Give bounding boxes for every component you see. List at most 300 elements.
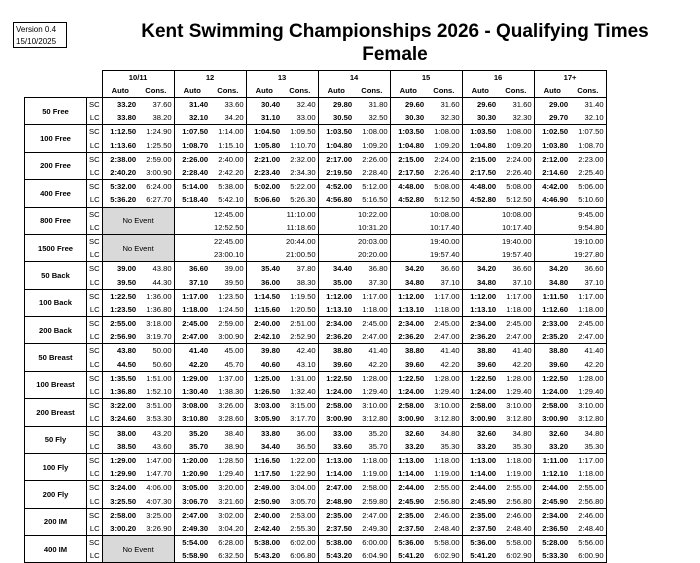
cons-time: 3:18.00: [138, 317, 174, 331]
auto-time: 34.80: [462, 275, 498, 289]
cons-time: 1:29.40: [354, 385, 390, 399]
cons-time: 2:52.90: [282, 330, 318, 344]
cons-time: 2:48.40: [498, 522, 534, 536]
auto-time: 2:37.50: [462, 522, 498, 536]
cons-time: 2:24.00: [498, 152, 534, 166]
cons-time: 34.80: [498, 426, 534, 440]
auto-time: 35.40: [246, 262, 282, 276]
table-row: [25, 180, 607, 194]
auto-time: 2:45.90: [534, 494, 570, 508]
auto-time: 2:19.50: [318, 166, 354, 180]
cons-time: 3:04.20: [210, 522, 246, 536]
auto-time: 29.70: [534, 111, 570, 125]
cons-time: 1:10.70: [282, 139, 318, 153]
auto-header: Auto: [534, 84, 570, 98]
event-name: 50 Breast: [25, 344, 87, 371]
cons-time: 2:58.00: [354, 481, 390, 495]
auto-time: 34.20: [462, 262, 498, 276]
event-name: 50 Back: [25, 262, 87, 289]
auto-time: 2:58.00: [318, 399, 354, 413]
event-name: 200 Fly: [25, 481, 87, 508]
cons-time: 35.20: [354, 426, 390, 440]
auto-time: 2:42.10: [246, 330, 282, 344]
auto-time: 3:06.70: [174, 494, 210, 508]
cons-time: 1:29.40: [570, 385, 606, 399]
cons-time: 3:15.00: [282, 399, 318, 413]
auto-time: 3:00.90: [534, 412, 570, 426]
cons-time: 1:15.10: [210, 139, 246, 153]
auto-time: 36.00: [246, 275, 282, 289]
cons-time: 1:22.00: [282, 453, 318, 467]
cons-time: 36.50: [282, 440, 318, 454]
age-group-header: 17+: [534, 71, 606, 85]
cons-time: 6:28.00: [210, 536, 246, 550]
cons-time: 3:00.90: [210, 330, 246, 344]
header-blank: [25, 84, 87, 98]
auto-time: 1:12.00: [390, 289, 426, 303]
cons-time: 5:10.60: [570, 193, 606, 207]
cons-time: 39.50: [210, 275, 246, 289]
course-type: LC: [87, 166, 103, 180]
table-row: [25, 440, 607, 454]
course-type: LC: [87, 330, 103, 344]
cons-time: 1:28.00: [570, 371, 606, 385]
cons-time: 3:12.80: [426, 412, 462, 426]
cons-time: 37.30: [354, 275, 390, 289]
cons-time: 1:19.00: [354, 467, 390, 481]
course-type: SC: [87, 426, 103, 440]
cons-time: 1:18.00: [426, 303, 462, 317]
auto-time: 2:35.00: [462, 508, 498, 522]
cons-time: 2:56.80: [426, 494, 462, 508]
cons-time: 1:07.50: [570, 125, 606, 139]
cons-time: 5:56.00: [570, 536, 606, 550]
cons-time: 1:24.50: [210, 303, 246, 317]
auto-time: [318, 221, 354, 235]
auto-time: 2:45.00: [174, 317, 210, 331]
cons-time: 2:45.00: [498, 317, 534, 331]
auto-time: 1:24.00: [390, 385, 426, 399]
course-type: LC: [87, 358, 103, 372]
cons-time: 2:34.30: [282, 166, 318, 180]
auto-header: Auto: [318, 84, 354, 98]
age-group-header: 16: [462, 71, 534, 85]
auto-time: 3:00.90: [462, 412, 498, 426]
auto-time: 38.00: [102, 426, 138, 440]
table-row: [25, 371, 607, 385]
course-type: LC: [87, 111, 103, 125]
auto-time: 2:47.00: [174, 508, 210, 522]
age-group-header: 14: [318, 71, 390, 85]
version-date: 15/10/2025: [16, 37, 57, 46]
auto-time: 2:35.00: [390, 508, 426, 522]
cons-time: 32.30: [426, 111, 462, 125]
cons-time: 37.10: [498, 275, 534, 289]
auto-time: 2:45.90: [390, 494, 426, 508]
cons-time: 34.20: [210, 111, 246, 125]
table-row: [25, 426, 607, 440]
cons-time: 38.40: [210, 426, 246, 440]
auto-time: 1:04.50: [246, 125, 282, 139]
course-type: SC: [87, 481, 103, 495]
cons-time: 2:45.00: [570, 317, 606, 331]
auto-time: 1:12.00: [318, 289, 354, 303]
cons-time: 1:09.20: [426, 139, 462, 153]
auto-time: 1:13.10: [318, 303, 354, 317]
auto-time: [390, 234, 426, 248]
cons-time: 2:47.00: [354, 508, 390, 522]
event-name: 1500 Free: [25, 234, 87, 261]
auto-time: 2:45.90: [462, 494, 498, 508]
table-row: [25, 508, 607, 522]
course-type: SC: [87, 152, 103, 166]
cons-time: 2:47.00: [354, 330, 390, 344]
no-event-cell: No Event: [102, 207, 174, 234]
cons-time: 2:55.00: [570, 481, 606, 495]
auto-time: 1:35.50: [102, 371, 138, 385]
cons-time: 2:46.00: [498, 508, 534, 522]
auto-time: 2:55.00: [102, 317, 138, 331]
cons-time: 20:44.00: [282, 234, 318, 248]
cons-time: 42.20: [570, 358, 606, 372]
course-type: LC: [87, 139, 103, 153]
auto-time: [318, 207, 354, 221]
cons-time: 2:28.40: [354, 166, 390, 180]
cons-time: 41.40: [354, 344, 390, 358]
auto-time: 2:44.00: [462, 481, 498, 495]
auto-time: 4:56.80: [318, 193, 354, 207]
cons-time: 1:17.00: [570, 453, 606, 467]
auto-time: [246, 207, 282, 221]
auto-time: 1:07.50: [174, 125, 210, 139]
cons-time: 2:55.30: [282, 522, 318, 536]
auto-time: 1:14.50: [246, 289, 282, 303]
auto-time: 1:13.10: [462, 303, 498, 317]
cons-time: 2:47.00: [570, 330, 606, 344]
no-event-cell: No Event: [102, 536, 174, 563]
auto-time: 1:12.10: [534, 467, 570, 481]
auto-time: 1:22.50: [102, 289, 138, 303]
cons-time: 2:47.00: [498, 330, 534, 344]
cons-time: 1:17.00: [498, 289, 534, 303]
cons-time: 42.20: [498, 358, 534, 372]
cons-time: 1:08.00: [354, 125, 390, 139]
cons-time: 2:40.00: [210, 152, 246, 166]
auto-time: 5:28.00: [534, 536, 570, 550]
auto-time: 31.40: [174, 98, 210, 112]
age-group-header: 13: [246, 71, 318, 85]
auto-time: 2:33.00: [534, 317, 570, 331]
qualifying-times-table: [24, 70, 607, 563]
cons-header: Cons.: [282, 84, 318, 98]
auto-time: 2:21.00: [246, 152, 282, 166]
auto-time: 3:00.20: [102, 522, 138, 536]
cons-time: 50.60: [138, 358, 174, 372]
age-group-header: 15: [390, 71, 462, 85]
auto-time: 2:58.00: [102, 508, 138, 522]
course-type: LC: [87, 522, 103, 536]
cons-time: 19:57.40: [426, 248, 462, 262]
auto-time: 2:36.20: [390, 330, 426, 344]
cons-time: 4:06.00: [138, 481, 174, 495]
auto-time: 2:36.50: [534, 522, 570, 536]
cons-time: 19:40.00: [498, 234, 534, 248]
auto-time: 2:44.00: [390, 481, 426, 495]
event-name: 100 Back: [25, 289, 87, 316]
auto-time: 4:52.80: [462, 193, 498, 207]
cons-time: 1:29.40: [498, 385, 534, 399]
auto-time: 41.40: [174, 344, 210, 358]
cons-time: 2:32.00: [282, 152, 318, 166]
cons-time: 19:27.80: [570, 248, 606, 262]
auto-time: 2:34.00: [390, 317, 426, 331]
auto-time: 1:20.90: [174, 467, 210, 481]
auto-time: 32.60: [390, 426, 426, 440]
cons-time: 5:16.50: [354, 193, 390, 207]
auto-time: 1:04.80: [318, 139, 354, 153]
cons-header: Cons.: [570, 84, 606, 98]
cons-time: 5:12.50: [426, 193, 462, 207]
auto-time: 2:37.50: [318, 522, 354, 536]
cons-time: 3:25.00: [138, 508, 174, 522]
auto-header: Auto: [174, 84, 210, 98]
auto-time: 40.60: [246, 358, 282, 372]
title-line-1: Kent Swimming Championships 2026 - Qualifying Times: [141, 21, 649, 42]
table-row: [25, 207, 607, 221]
auto-time: 1:14.00: [462, 467, 498, 481]
auto-time: 35.70: [174, 440, 210, 454]
cons-time: 3:26.00: [210, 399, 246, 413]
auto-time: 1:13.60: [102, 139, 138, 153]
auto-time: 1:12.00: [462, 289, 498, 303]
auto-time: 3:00.90: [318, 412, 354, 426]
cons-time: 1:19.00: [426, 467, 462, 481]
cons-header: Cons.: [426, 84, 462, 98]
auto-time: [534, 248, 570, 262]
auto-time: 1:24.00: [318, 385, 354, 399]
auto-time: 4:52.80: [390, 193, 426, 207]
event-name: 400 IM: [25, 536, 87, 563]
auto-time: 29.80: [318, 98, 354, 112]
age-group-header: 12: [174, 71, 246, 85]
auto-time: 43.80: [102, 344, 138, 358]
table-row: [25, 317, 607, 331]
auto-time: 1:13.00: [318, 453, 354, 467]
table-row: [25, 412, 607, 426]
auto-time: 32.60: [462, 426, 498, 440]
auto-time: 2:26.00: [174, 152, 210, 166]
cons-time: 35.30: [498, 440, 534, 454]
cons-time: 1:31.00: [282, 371, 318, 385]
auto-time: 1:14.00: [318, 467, 354, 481]
cons-time: 3:10.00: [426, 399, 462, 413]
event-name: 200 Free: [25, 152, 87, 179]
table-row: [25, 289, 607, 303]
cons-time: 2:56.80: [570, 494, 606, 508]
cons-time: 37.60: [138, 98, 174, 112]
auto-time: 38.50: [102, 440, 138, 454]
course-type: SC: [87, 180, 103, 194]
auto-time: 39.50: [102, 275, 138, 289]
event-name: 50 Fly: [25, 426, 87, 453]
cons-time: 11:10.00: [282, 207, 318, 221]
auto-time: 1:13.00: [462, 453, 498, 467]
cons-time: 36.60: [426, 262, 462, 276]
auto-time: [174, 221, 210, 235]
auto-time: 1:11.00: [534, 453, 570, 467]
cons-time: 1:18.00: [426, 453, 462, 467]
auto-time: 3:25.50: [102, 494, 138, 508]
course-type: LC: [87, 303, 103, 317]
cons-time: 5:06.00: [570, 180, 606, 194]
course-type: SC: [87, 289, 103, 303]
table-row: [25, 234, 607, 248]
cons-time: 36.60: [570, 262, 606, 276]
cons-time: 3:05.70: [282, 494, 318, 508]
auto-time: 33.20: [462, 440, 498, 454]
auto-time: [534, 221, 570, 235]
auto-time: 5:38.00: [246, 536, 282, 550]
auto-time: 4:48.00: [390, 180, 426, 194]
cons-time: 23:00.10: [210, 248, 246, 262]
auto-time: 5:06.60: [246, 193, 282, 207]
auto-time: 2:40.00: [246, 508, 282, 522]
cons-time: 39.00: [210, 262, 246, 276]
cons-time: 2:47.00: [426, 330, 462, 344]
auto-time: 34.80: [534, 275, 570, 289]
cons-time: 2:48.40: [570, 522, 606, 536]
cons-time: 5:12.00: [354, 180, 390, 194]
auto-time: 30.30: [390, 111, 426, 125]
cons-time: 2:56.80: [498, 494, 534, 508]
auto-time: 39.80: [246, 344, 282, 358]
course-type: SC: [87, 344, 103, 358]
course-type: SC: [87, 371, 103, 385]
cons-time: 2:42.20: [210, 166, 246, 180]
cons-time: 1:28.50: [210, 453, 246, 467]
event-name: 200 IM: [25, 508, 87, 535]
auto-time: 1:03.50: [462, 125, 498, 139]
auto-time: 1:24.00: [534, 385, 570, 399]
cons-time: 35.30: [570, 440, 606, 454]
table-row: [25, 152, 607, 166]
cons-time: 36.00: [282, 426, 318, 440]
auto-time: 34.80: [390, 275, 426, 289]
cons-time: 10:08.00: [498, 207, 534, 221]
table-row: [25, 193, 607, 207]
cons-time: 2:51.00: [282, 317, 318, 331]
course-type: SC: [87, 262, 103, 276]
cons-time: 32.30: [498, 111, 534, 125]
cons-time: 6:00.00: [354, 536, 390, 550]
cons-header: Cons.: [354, 84, 390, 98]
auto-time: 4:42.00: [534, 180, 570, 194]
title-line-2: Female: [362, 44, 428, 65]
auto-time: 2:36.20: [462, 330, 498, 344]
auto-time: 1:29.00: [174, 371, 210, 385]
auto-time: 1:08.70: [174, 139, 210, 153]
auto-time: 1:03.50: [390, 125, 426, 139]
cons-time: 9:54.80: [570, 221, 606, 235]
cons-time: 3:53.30: [138, 412, 174, 426]
auto-time: 37.10: [174, 275, 210, 289]
auto-time: [318, 234, 354, 248]
cons-time: 32.40: [282, 98, 318, 112]
auto-time: 1:13.10: [390, 303, 426, 317]
auto-time: 2:17.50: [462, 166, 498, 180]
no-event-cell: No Event: [102, 234, 174, 261]
cons-time: 38.30: [282, 275, 318, 289]
cons-time: 34.80: [570, 426, 606, 440]
auto-time: 1:04.80: [462, 139, 498, 153]
auto-time: 1:29.00: [102, 453, 138, 467]
cons-time: 6:24.00: [138, 180, 174, 194]
auto-time: 38.80: [390, 344, 426, 358]
cons-time: 31.60: [426, 98, 462, 112]
auto-time: 5:18.40: [174, 193, 210, 207]
cons-time: 1:14.00: [210, 125, 246, 139]
auto-time: 32.60: [534, 426, 570, 440]
event-name: 50 Free: [25, 98, 87, 125]
cons-time: 5:22.00: [282, 180, 318, 194]
cons-time: 1:29.40: [426, 385, 462, 399]
auto-time: 3:22.00: [102, 399, 138, 413]
cons-time: 19:10.00: [570, 234, 606, 248]
auto-time: 2:49.30: [174, 522, 210, 536]
auto-time: 29.00: [534, 98, 570, 112]
auto-time: 2:42.40: [246, 522, 282, 536]
cons-time: 6:32.50: [210, 549, 246, 563]
cons-time: 41.40: [570, 344, 606, 358]
auto-time: 36.60: [174, 262, 210, 276]
cons-time: 2:26.00: [354, 152, 390, 166]
version-box: [13, 22, 67, 48]
cons-time: 3:02.00: [210, 508, 246, 522]
auto-time: 2:37.50: [390, 522, 426, 536]
auto-time: 5:14.00: [174, 180, 210, 194]
cons-time: 2:53.00: [282, 508, 318, 522]
auto-time: 2:28.40: [174, 166, 210, 180]
cons-time: 9:45.00: [570, 207, 606, 221]
course-type: LC: [87, 275, 103, 289]
cons-time: 1:32.40: [282, 385, 318, 399]
auto-time: [174, 234, 210, 248]
cons-time: 6:02.90: [426, 549, 462, 563]
table-row: [25, 330, 607, 344]
auto-time: 2:15.00: [462, 152, 498, 166]
auto-time: 4:52.00: [318, 180, 354, 194]
cons-time: 32.50: [354, 111, 390, 125]
auto-time: 2:50.90: [246, 494, 282, 508]
auto-time: [246, 221, 282, 235]
event-name: 100 Breast: [25, 371, 87, 398]
table-row: [25, 522, 607, 536]
cons-time: 12:52.50: [210, 221, 246, 235]
auto-time: [390, 248, 426, 262]
cons-time: 34.80: [426, 426, 462, 440]
cons-time: 3:21.60: [210, 494, 246, 508]
course-type: SC: [87, 399, 103, 413]
cons-time: 6:02.00: [282, 536, 318, 550]
cons-time: 44.30: [138, 275, 174, 289]
auto-time: 2:35.20: [534, 330, 570, 344]
auto-time: 3:08.00: [174, 399, 210, 413]
cons-time: 1:17.00: [570, 289, 606, 303]
auto-time: 30.40: [246, 98, 282, 112]
auto-time: 2:17.00: [318, 152, 354, 166]
cons-time: 42.20: [354, 358, 390, 372]
cons-time: 1:09.50: [282, 125, 318, 139]
